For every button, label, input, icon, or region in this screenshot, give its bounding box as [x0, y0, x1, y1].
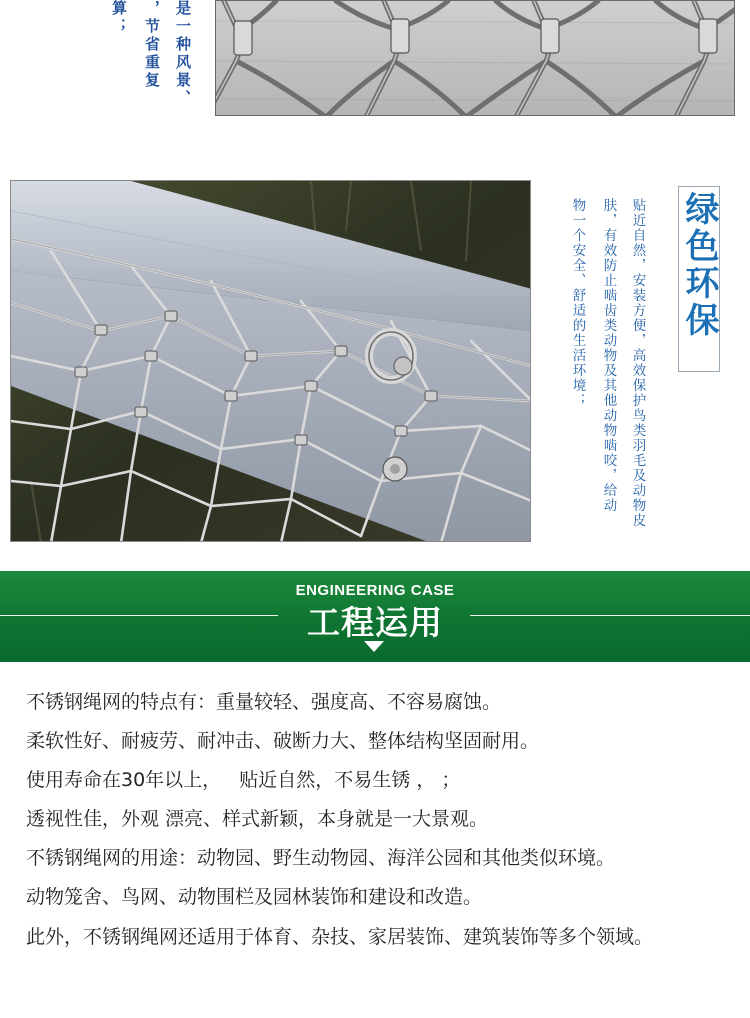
triangle-down-icon	[364, 641, 384, 652]
eco-desc-col2: 肤，有效防止啮齿类动物及其他动物啮咬，给动	[600, 198, 617, 513]
rail-mesh-illustration	[11, 181, 531, 542]
text-line: 透视性佳，外观 漂亮、样式新颖，本身就是一大景观。	[26, 808, 489, 831]
top-text-col1: 算；	[110, 0, 128, 36]
eco-desc-col3: 物一个安全、舒适的生活环境；	[569, 198, 586, 408]
main-rope-mesh-photo	[10, 180, 531, 542]
eco-title: 绿色环保	[679, 191, 719, 339]
text-line: 使用寿命在30年以上， 贴近自然，不易生锈 ， ；	[26, 769, 461, 792]
banner-english-title: ENGINEERING CASE	[295, 582, 455, 599]
top-rope-mesh-photo	[215, 0, 735, 116]
top-text-col3: 是一种风景、	[174, 0, 192, 108]
banner-chinese-title: 工程运用	[307, 603, 443, 642]
rope-mesh-illustration	[216, 1, 735, 116]
bolt-head-icon	[383, 457, 407, 481]
text-line: 柔软性好、耐疲劳、耐冲击、破断力大、整体结构坚固耐用。	[26, 730, 540, 753]
text-line: 不锈钢绳网的特点有：重量较轻、强度高、不容易腐蚀。	[26, 691, 502, 713]
top-text-col2: ，节省重复	[143, 0, 161, 90]
eco-desc-col1: 贴近自然，安装方便，高效保护鸟类羽毛及动物皮	[629, 198, 646, 528]
eco-title-box	[678, 186, 720, 372]
engineering-case-banner	[0, 571, 750, 662]
text-line: 不锈钢绳网的用途：动物园、野生动物园、海洋公园和其他类似环境。	[26, 847, 616, 870]
text-line: 此外，不锈钢绳网还适用于体育、杂技、家居装饰、建筑装饰等多个领域。	[26, 925, 654, 948]
text-line: 动物笼舍、鸟网、动物围栏及园林装饰和建设和改造。	[26, 886, 483, 909]
features-text-block	[26, 688, 736, 962]
